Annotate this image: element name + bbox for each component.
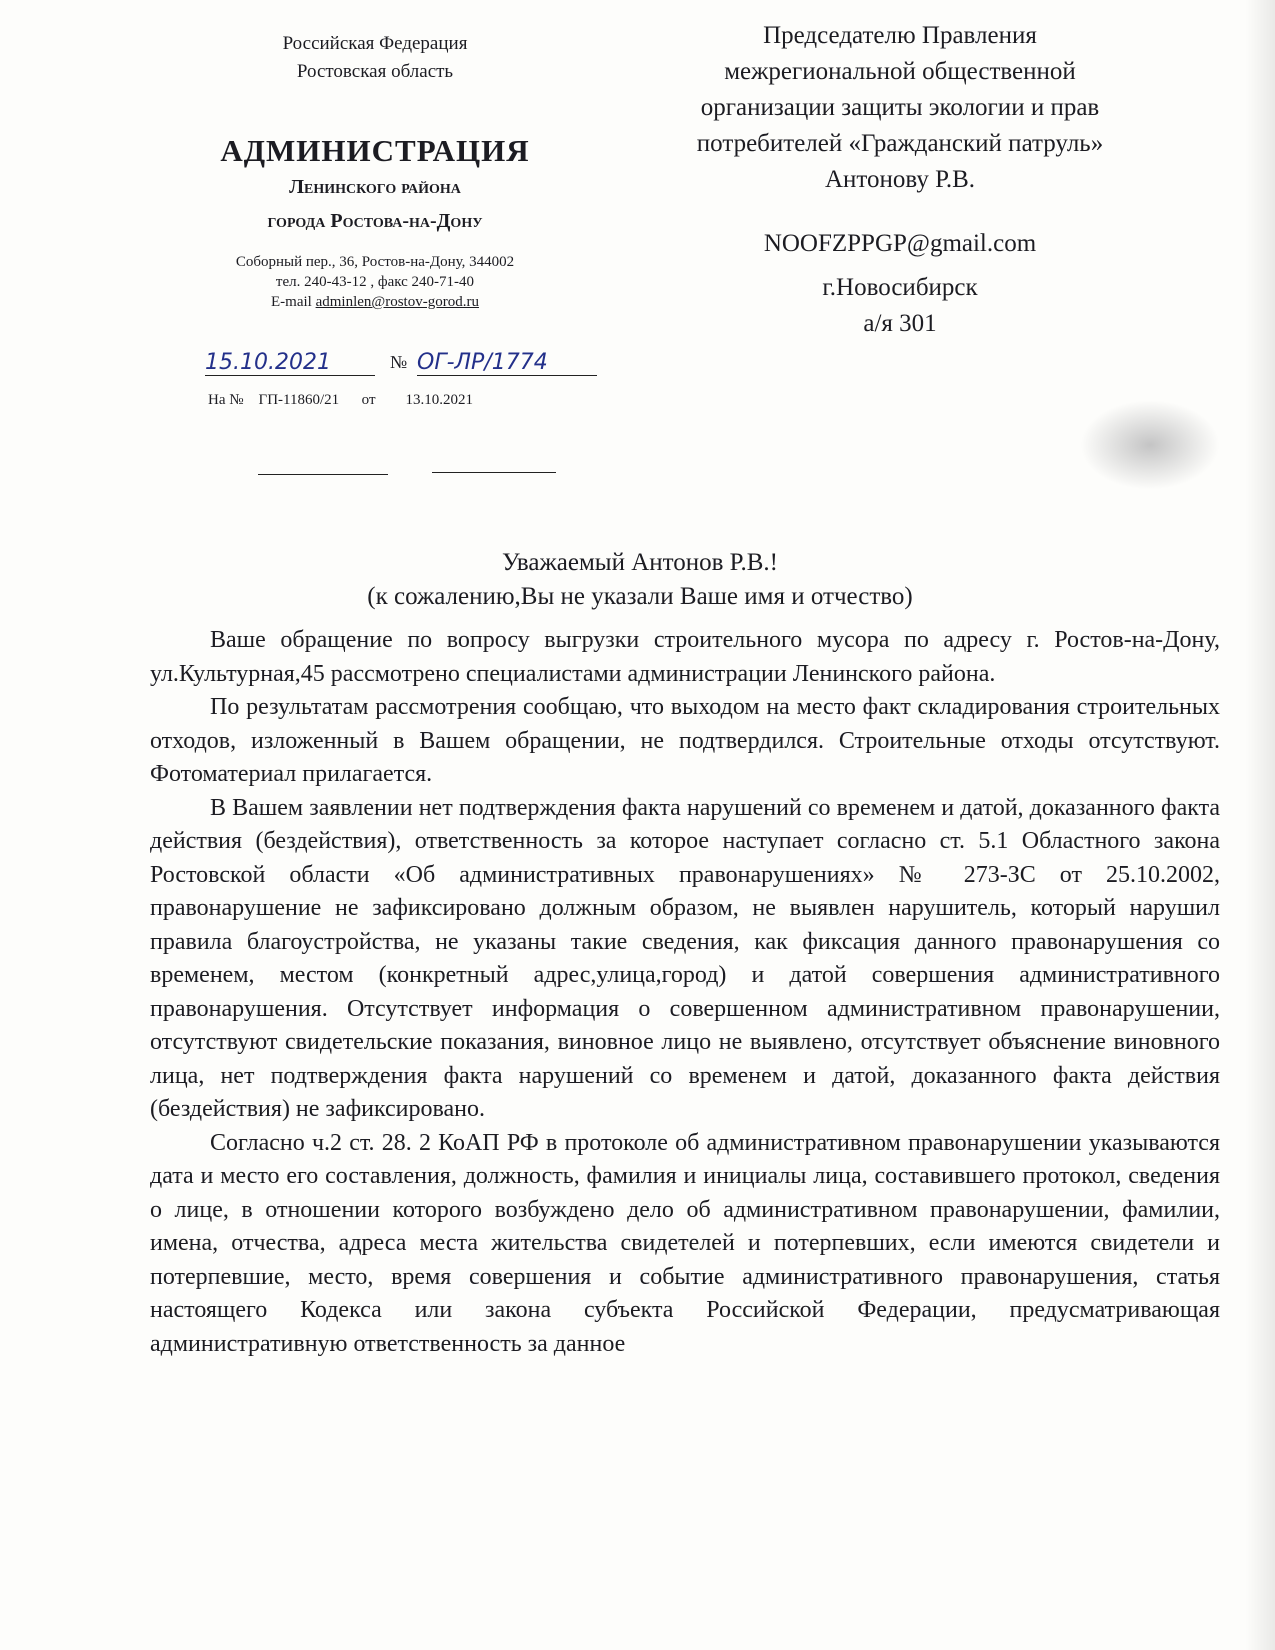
salutation [280, 546, 1000, 614]
sender-contacts [195, 252, 555, 312]
registration-number: ОГ-ЛР/1774 [417, 350, 597, 376]
body-paragraph-2: По результатам рассмотрения сообщаю, что выходом на место факт складирования строительных отходов, изложенный в Вашем обращении, не подтвердился. Строительные отходы отсутствуют. Фотоматериал прилагается. [150, 694, 1220, 787]
blank-field-line [432, 472, 556, 473]
letter-body [150, 624, 1220, 1361]
recipient-city: г.Новосибирск [822, 274, 978, 301]
recipient-line3: организации защиты экологии и прав [700, 94, 1100, 121]
sender-email-link[interactable]: adminlen@rostov-gorod.ru [315, 294, 479, 310]
sender-letterhead [195, 30, 555, 312]
registration-line [195, 350, 615, 386]
salutation-greeting: Уважаемый Антонов Р.В.! [502, 549, 778, 576]
recipient-line4: потребителей «Гражданский патруль» [696, 130, 1104, 157]
blank-field-line [258, 474, 388, 475]
body-paragraph-3: В Вашем заявлении нет подтверждения факта нарушений со временем и датой, доказанного факта действия (бездействия), ответственность за которое наступает согласно ст. 5.1 Областного закона Ростовской области «Об административных правонарушениях» № 273-ЗС от 25.10.2002, правонарушение не зафиксировано должным образом, не выявлен нарушитель, который нарушил правила благоустройства, не указаны такие сведения, как фиксация данного правонарушения со временем, местом (конкретный адрес,улица,город) и датой совершения административного правонарушения. Отсутствует информация о совершенном административном правонарушении, отсутствуют свидетельские показания, виновное лицо не выявлено, отсутствует объяснение виновного лица, нет подтверждения факта нарушений со временем и датой, доказанного факта действия (бездействия) не зафиксировано. [150, 794, 1220, 1122]
sender-region: Ростовская область [296, 61, 454, 82]
recipient-block [640, 18, 1160, 342]
recipient-email: NOOFZPPGP@gmail.com [763, 230, 1037, 257]
registration-number-label: № [390, 352, 408, 372]
page-edge-shadow [1245, 0, 1275, 1650]
recipient-po-box: а/я 301 [863, 310, 937, 337]
sender-org-title: АДМИНИСТРАЦИЯ [220, 133, 530, 168]
registration-date: 15.10.2021 [205, 350, 375, 376]
sender-org-district: Ленинского района [289, 176, 461, 198]
sender-email-label: E-mail [271, 294, 316, 310]
recipient-name: Антонову Р.В. [824, 166, 976, 193]
sender-org-city: города Ростова-на-Дону [267, 210, 483, 232]
salutation-note: (к сожалению,Вы не указали Ваше имя и отчество) [367, 583, 913, 610]
sender-phones: тел. 240-43-12 , факс 240-71-40 [275, 274, 475, 290]
recipient-line1: Председателю Правления [763, 22, 1037, 49]
reference-line: На № ГП-11860/21 от 13.10.2021 [208, 392, 474, 408]
body-paragraph-4: Согласно ч.2 ст. 28. 2 КоАП РФ в протоколе об административном правонарушении указываются дата и место его составления, должность, фамилия и инициалы лица, составившего протокол, сведения о лице, в отношении которого возбуждено дело об административном правонарушении, фамилии, имена, отчества, адреса места жительства свидетелей и потерпевших, если имеются свидетели и потерпевшие, место, время совершения и событие административного правонарушения, статья настоящего Кодекса или закона субъекта Российской Федерации, предусматривающая административную ответственность за данное [150, 1129, 1220, 1357]
body-paragraph-1: Ваше обращение по вопросу выгрузки строительного мусора по адресу г. Ростов-на-Дону, ул.Культурная,45 рассмотрено специалистами администрации Ленинского района. [150, 627, 1220, 687]
recipient-line2: межрегиональной общественной [724, 58, 1076, 85]
sender-country: Российская Федерация [282, 33, 468, 54]
sender-address: Соборный пер., 36, Ростов-на-Дону, 344002 [235, 254, 515, 270]
ink-smudge [1080, 400, 1220, 490]
sender-email-line [195, 292, 555, 312]
